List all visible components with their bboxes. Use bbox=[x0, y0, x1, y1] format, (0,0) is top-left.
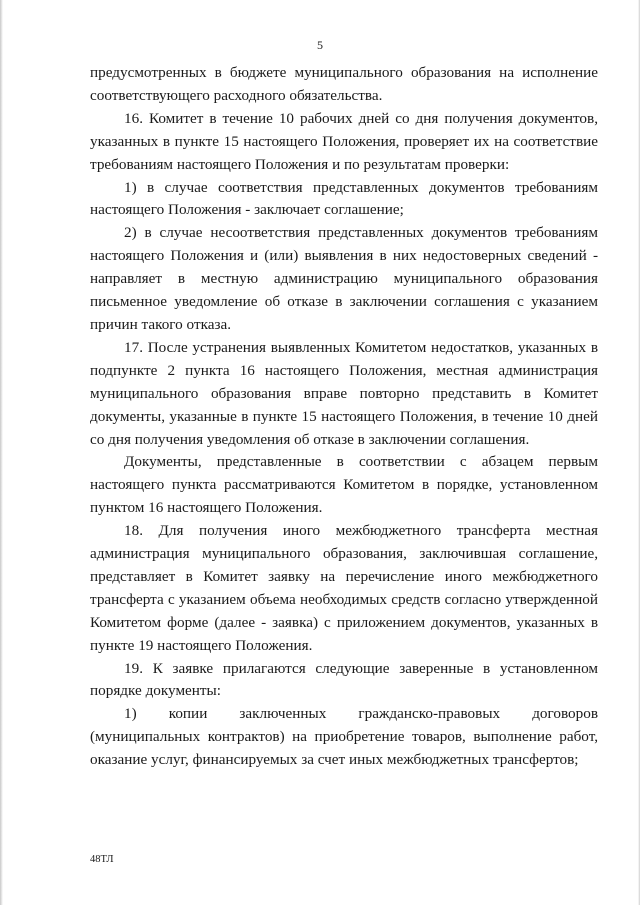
paragraph-item-16: 16. Комитет в течение 10 рабочих дней со дня получения документов, указанных в пункте 15 настоящего Положения, проверяет их на соответствие требованиям настоящего Положения и по результатам проверки: bbox=[90, 109, 598, 173]
paragraph-item-16-2: 2) в случае несоответствия представленных документов требованиям настоящего Положения и (или) выявления в них недостоверных сведений - направляет в местную администрацию муниципального образования письменное уведомление об отказе в заключении соглашения с указанием причин такого отказа. bbox=[90, 224, 598, 333]
paragraph-item-16-1: 1) в случае соответствия представленных документов требованиям настоящего Положения - заключает соглашение; bbox=[90, 178, 598, 219]
paragraph-item-19: 19. К заявке прилагаются следующие заверенные в установленном порядке документы: bbox=[90, 659, 598, 700]
paragraph-item-17-documents: Документы, представленные в соответствии с абзацем первым настоящего пункта рассматриваются Комитетом в порядке, установленном пунктом 16 настоящего Положения. bbox=[90, 453, 598, 517]
page-number: 5 bbox=[317, 38, 323, 52]
scan-left-edge bbox=[0, 0, 3, 905]
paragraph-item-17: 17. После устранения выявленных Комитетом недостатков, указанных в подпункте 2 пункта 16 настоящего Положения, местная администрация муниципального образования вправе повторно представить в Комитет документы, указанные в пункте 15 настоящего Положения, в течение 10 дней со дня получения уведомления об отказе в заключении соглашения. bbox=[90, 338, 598, 448]
paragraph-continuation: предусмотренных в бюджете муниципального образования на исполнение соответствующего расходного обязательства. bbox=[90, 64, 598, 104]
paragraph-item-18: 18. Для получения иного межбюджетного трансферта местная администрация муниципального образования, заключившая соглашение, представляет в Комитет заявку на перечисление иного межбюджетного трансферта с указанием объема необходимых средств согласно утвержденной Комитетом форме (далее - заявка) с приложением документов, указанных в пункте 19 настоящего Положения. bbox=[90, 522, 598, 654]
document-code: 48ТЛ bbox=[90, 854, 114, 865]
document-body bbox=[90, 62, 598, 772]
paragraph-item-19-1: 1) копии заключенных гражданско-правовых договоров (муниципальных контрактов) на приобретение товаров, выполнение работ, оказание услуг, финансируемых за счет иных межбюджетных трансфертов; bbox=[90, 705, 598, 769]
